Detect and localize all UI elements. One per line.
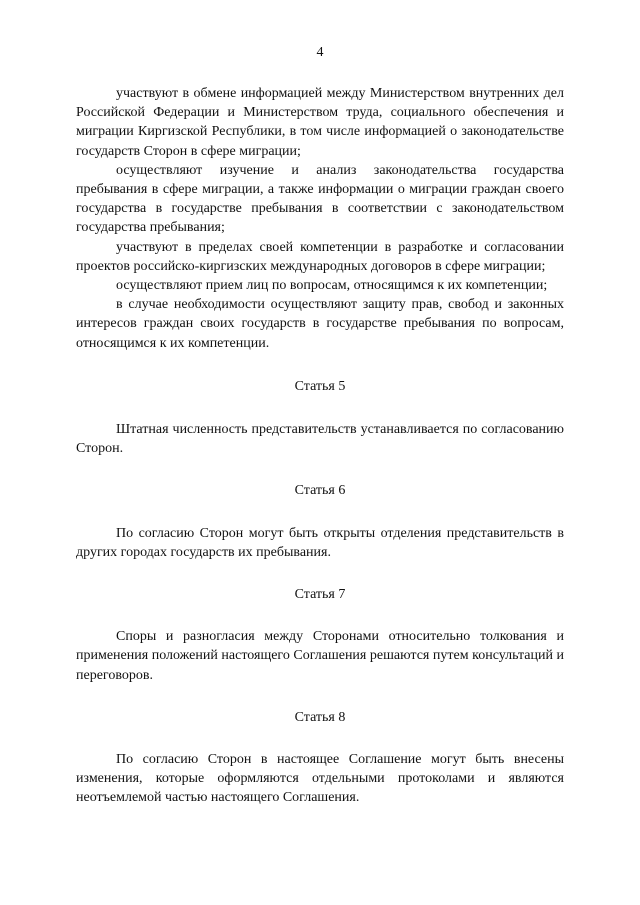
paragraph: осуществляют прием лиц по вопросам, относящимся к их компетенции; xyxy=(116,278,548,294)
paragraph: в случае необходимости осуществляют защиту прав, свобод и законных интересов граждан своих государств в государстве пребывания по вопросам, относящимся к их компетенции. xyxy=(76,297,564,351)
page-number: 4 xyxy=(316,45,324,60)
article-heading: Статья 7 xyxy=(294,587,346,603)
article-text: По согласию Сторон в настоящее Соглашение могут быть внесены изменения, которые оформляются отдельными протоколами и являются неотъемлемой частью настоящего Соглашения. xyxy=(76,752,564,806)
article-text: По согласию Сторон могут быть открыты отделения представительств в других городах государств их пребывания. xyxy=(76,525,564,560)
document-body xyxy=(76,84,564,808)
article-text: Споры и разногласия между Сторонами относительно толкования и применения положений настоящего Соглашения решаются путем консультаций и переговоров. xyxy=(76,629,564,683)
paragraph: осуществляют изучение и анализ законодательства государства пребывания в сфере миграции, а также информации о миграции граждан своего государства в государстве пребывания в соответствии с законодательством государства пребывания; xyxy=(76,162,564,236)
article-heading: Статья 8 xyxy=(294,709,346,725)
article-text: Штатная численность представительств устанавливается по согласованию Сторон. xyxy=(76,422,564,457)
paragraph: участвуют в обмене информацией между Министерством внутренних дел Российской Федерации и Министерством труда, социального обеспечения и миграции Киргизской Республики, в том числе информацией о законодательстве государств Сторон в сфере миграции; xyxy=(76,86,564,159)
paragraph: участвуют в пределах своей компетенции в разработке и согласовании проектов российско-киргизских международных договоров в сфере миграции; xyxy=(76,239,564,274)
article-heading: Статья 6 xyxy=(294,483,346,499)
article-heading: Статья 5 xyxy=(294,378,346,394)
